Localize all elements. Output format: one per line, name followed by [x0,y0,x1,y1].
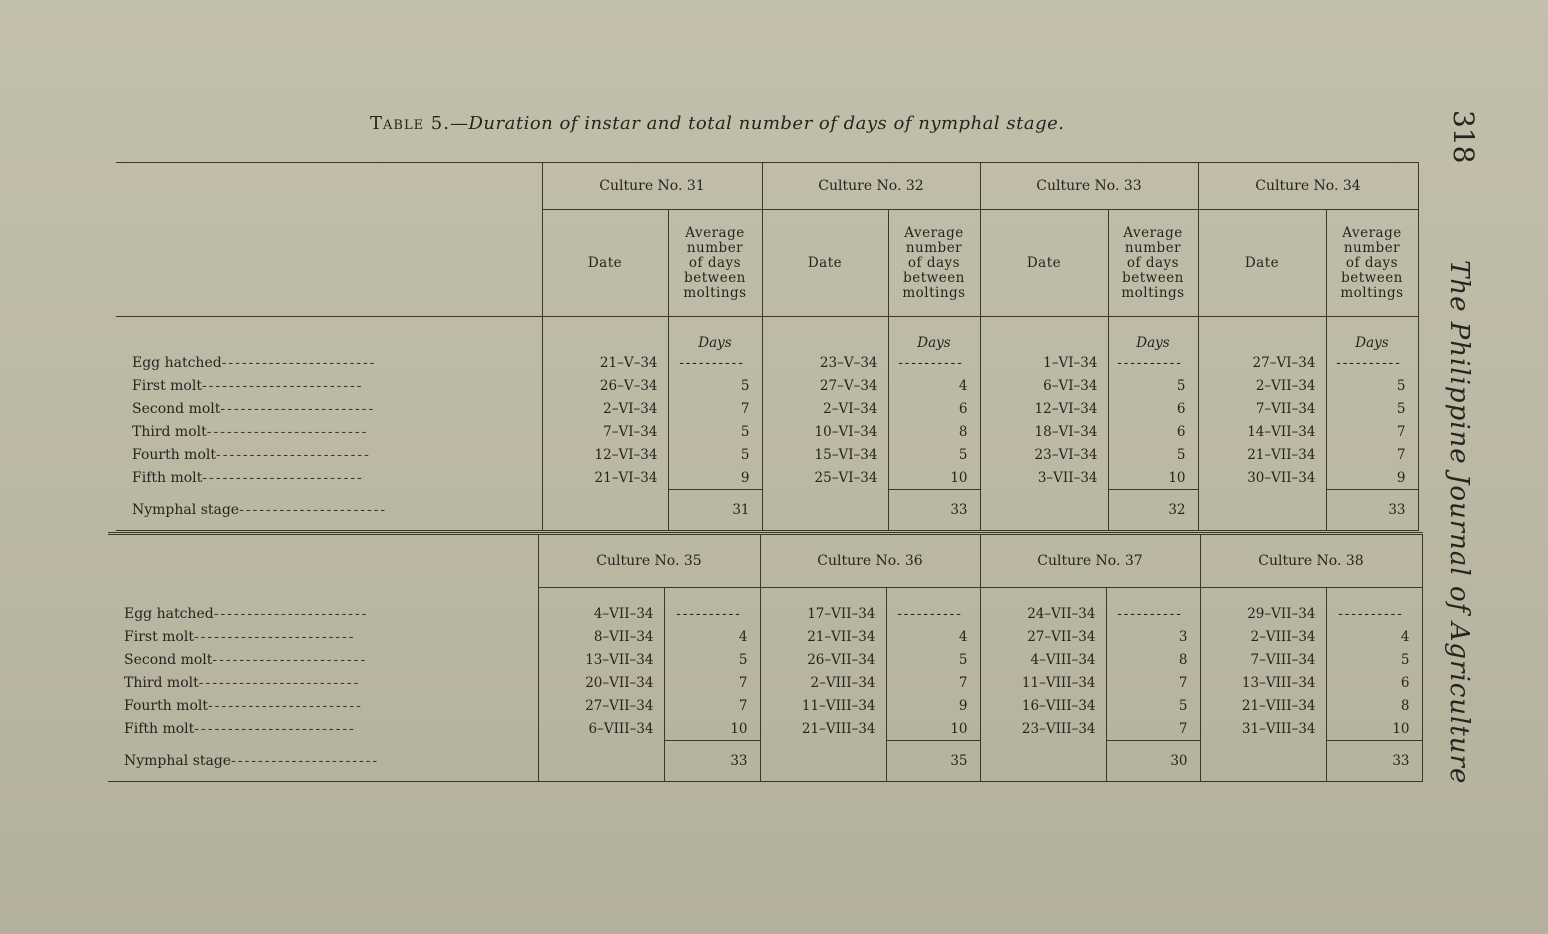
avg-header-line: number [1343,239,1401,256]
date-cell: 26–VII–34 [760,648,886,671]
table-row [116,420,1418,443]
avg-cell: 9 [1326,466,1418,490]
avg-cell: 7 [664,671,760,694]
row-label [116,443,542,466]
total-date-blank [980,741,1106,782]
leader-dots: ----------------------- [221,354,377,371]
avg-cell-dash: ---------- [888,351,980,374]
avg-header-line: Average [1123,224,1183,241]
date-cell: 7–VII–34 [1198,397,1326,420]
avg-header-line: Average [904,224,964,241]
row-label [108,602,538,625]
total-date-blank [760,741,886,782]
avg-header-line: number [686,239,744,256]
culture-header: Culture No. 32 [762,163,980,210]
row-label [108,625,538,648]
culture-header: Culture No. 36 [760,534,980,588]
avg-cell: 10 [1108,466,1198,490]
units-days: Days [1326,317,1418,352]
date-cell: 27–VI–34 [1198,351,1326,374]
avg-cell: 7 [668,397,762,420]
date-cell: 23–V–34 [762,351,888,374]
avg-cell: 5 [888,443,980,466]
avg-cell: 10 [1326,717,1422,741]
table-row [108,602,1422,625]
total-date-blank [1198,490,1326,532]
date-cell: 7–VI–34 [542,420,668,443]
leader-dots: ---------------------- [231,752,380,769]
gap-cell [886,588,980,603]
date-cell: 4–VIII–34 [980,648,1106,671]
date-cell: 21–VIII–34 [1200,694,1326,717]
avg-cell: 9 [886,694,980,717]
avg-header-line: number [1124,239,1182,256]
units-days: Days [668,317,762,352]
total-cell: 33 [1326,741,1422,782]
avg-col-header [1326,210,1418,317]
total-cell: 33 [888,490,980,532]
date-cell: 14–VII–34 [1198,420,1326,443]
table-row [108,717,1422,741]
total-cell: 31 [668,490,762,532]
avg-cell: 8 [888,420,980,443]
row-label-text: Third molt [124,674,199,691]
total-label-text: Nymphal stage [124,752,232,769]
date-cell: 2–VIII–34 [760,671,886,694]
culture-header: Culture No. 38 [1200,534,1422,588]
date-cell: 12–VI–34 [542,443,668,466]
leader-dots: ------------------------ [198,674,361,691]
date-col-header: Date [542,210,668,317]
units-blank [762,317,888,352]
date-cell: 27–VII–34 [538,694,664,717]
table-top [116,162,1419,533]
table-row [108,671,1422,694]
avg-header-line: number [905,239,963,256]
avg-cell: 10 [888,466,980,490]
row-label-text: Fifth molt [132,469,203,486]
date-cell: 26–V–34 [542,374,668,397]
journal-title: The Philippine Journal of Agriculture [1444,260,1474,785]
avg-cell: 5 [1108,443,1198,466]
date-cell: 12–VI–34 [980,397,1108,420]
date-cell: 3–VII–34 [980,466,1108,490]
table-row [116,374,1418,397]
date-col-header: Date [980,210,1108,317]
avg-cell-dash: ---------- [664,602,760,625]
row-label [108,717,538,741]
table-row [108,694,1422,717]
avg-header-line: between [903,269,965,286]
row-label [108,671,538,694]
units-days: Days [888,317,980,352]
leader-dots: ---------------------- [239,501,388,518]
table-row [116,397,1418,420]
date-cell: 13–VIII–34 [1200,671,1326,694]
date-cell: 8–VII–34 [538,625,664,648]
avg-cell: 5 [668,443,762,466]
row-label-text: Egg hatched [124,605,214,622]
avg-header-line: moltings [1340,284,1404,301]
date-cell: 16–VIII–34 [980,694,1106,717]
side-running-head [1432,110,1492,785]
date-cell: 2–VIII–34 [1200,625,1326,648]
caption-dash: — [449,113,469,134]
date-cell: 2–VI–34 [762,397,888,420]
date-cell: 2–VI–34 [542,397,668,420]
leader-dots: ----------------------- [212,651,368,668]
date-cell: 15–VI–34 [762,443,888,466]
avg-header-line: of days [1345,254,1399,271]
avg-header-line: of days [1126,254,1180,271]
total-cell: 33 [1326,490,1418,532]
row-label-text: Second molt [132,400,221,417]
date-cell: 6–VIII–34 [538,717,664,741]
avg-header-line: moltings [1121,284,1185,301]
avg-cell: 4 [664,625,760,648]
culture-header: Culture No. 37 [980,534,1200,588]
avg-cell: 6 [1326,671,1422,694]
avg-cell: 9 [668,466,762,490]
stub-header [108,534,538,588]
date-cell: 25–VI–34 [762,466,888,490]
avg-cell: 5 [664,648,760,671]
avg-cell: 5 [668,374,762,397]
avg-cell: 5 [1326,648,1422,671]
date-cell: 17–VII–34 [760,602,886,625]
row-label-text: First molt [124,628,194,645]
gap-cell [980,588,1106,603]
date-cell: 13–VII–34 [538,648,664,671]
date-cell: 6–VI–34 [980,374,1108,397]
gap-row [108,588,1422,603]
avg-cell: 5 [1106,694,1200,717]
avg-cell: 6 [1108,397,1198,420]
leader-dots: ------------------------ [202,469,364,486]
date-cell: 27–VII–34 [980,625,1106,648]
date-cell: 23–VIII–34 [980,717,1106,741]
gap-cell [538,588,664,603]
row-label [108,648,538,671]
row-label [108,694,538,717]
avg-header-line: of days [688,254,742,271]
leader-dots: ------------------------ [201,377,364,394]
avg-cell: 5 [1326,397,1418,420]
table-row [116,466,1418,490]
date-cell: 1–VI–34 [980,351,1108,374]
avg-cell-dash: ---------- [886,602,980,625]
date-cell: 23–VI–34 [980,443,1108,466]
leader-dots: ----------------------- [208,697,363,714]
row-label-text: Fourth molt [132,446,216,463]
date-cell: 11–VIII–34 [980,671,1106,694]
page-number: 318 [1447,110,1480,164]
row-label-text: Third molt [132,423,207,440]
date-cell: 21–VIII–34 [760,717,886,741]
leader-dots: ------------------------ [193,628,356,645]
avg-cell-dash: ---------- [1108,351,1198,374]
date-cell: 4–VII–34 [538,602,664,625]
culture-header: Culture No. 34 [1198,163,1418,210]
avg-cell: 7 [1106,717,1200,741]
table-row [116,443,1418,466]
total-date-blank [542,490,668,532]
avg-cell: 8 [1106,648,1200,671]
row-label-text: Fourth molt [124,697,208,714]
total-date-blank [980,490,1108,532]
total-cell: 35 [886,741,980,782]
culture-header-row [116,163,1418,210]
date-cell: 31–VIII–34 [1200,717,1326,741]
avg-cell: 5 [668,420,762,443]
date-cell: 21–VII–34 [1198,443,1326,466]
avg-cell: 10 [886,717,980,741]
avg-cell: 4 [888,374,980,397]
leader-dots: ----------------------- [220,400,376,417]
avg-cell-dash: ---------- [1106,602,1200,625]
avg-header-line: between [684,269,746,286]
avg-cell: 10 [664,717,760,741]
units-row [116,317,1418,352]
date-col-header: Date [1198,210,1326,317]
row-label [116,466,542,490]
avg-header-line: moltings [902,284,966,301]
units-blank [1198,317,1326,352]
units-stub [116,317,542,352]
avg-col-header [1108,210,1198,317]
total-date-blank [762,490,888,532]
avg-header-line: between [1122,269,1184,286]
table-row [108,625,1422,648]
culture-header-row [108,534,1422,588]
avg-cell: 7 [664,694,760,717]
row-label [116,420,542,443]
row-label-text: Fifth molt [124,720,195,737]
avg-col-header [668,210,762,317]
table-bottom [108,532,1423,782]
date-cell: 27–V–34 [762,374,888,397]
total-label [116,490,542,532]
avg-cell: 4 [886,625,980,648]
avg-cell: 3 [1106,625,1200,648]
total-label [108,741,538,782]
gap-cell [760,588,886,603]
gap-cell [108,588,538,603]
avg-cell: 7 [886,671,980,694]
date-cell: 10–VI–34 [762,420,888,443]
date-cell: 30–VII–34 [1198,466,1326,490]
avg-cell: 8 [1326,694,1422,717]
date-cell: 21–VI–34 [542,466,668,490]
avg-cell: 5 [1326,374,1418,397]
row-label-text: Egg hatched [132,354,222,371]
avg-cell: 7 [1326,443,1418,466]
date-cell: 11–VIII–34 [760,694,886,717]
table-row [116,351,1418,374]
date-cell: 7–VIII–34 [1200,648,1326,671]
gap-cell [664,588,760,603]
total-cell: 32 [1108,490,1198,532]
avg-cell: 5 [886,648,980,671]
avg-cell: 5 [1108,374,1198,397]
row-label [116,374,542,397]
total-row [116,490,1418,532]
date-cell: 24–VII–34 [980,602,1106,625]
culture-header: Culture No. 31 [542,163,762,210]
table-row [108,648,1422,671]
total-cell: 33 [664,741,760,782]
leader-dots: ----------------------- [216,446,371,463]
avg-header-line: Average [685,224,745,241]
row-label-text: Second molt [124,651,213,668]
leader-dots: ----------------------- [213,605,369,622]
date-cell: 18–VI–34 [980,420,1108,443]
culture-header: Culture No. 35 [538,534,760,588]
gap-cell [1106,588,1200,603]
caption-title: Duration of instar and total number of days of nymphal stage. [468,113,1065,134]
avg-header-line: moltings [683,284,747,301]
avg-cell-dash: ---------- [668,351,762,374]
avg-header-line: between [1341,269,1403,286]
avg-cell: 7 [1106,671,1200,694]
avg-cell-dash: ---------- [1326,602,1422,625]
avg-header-line: of days [907,254,961,271]
total-cell: 30 [1106,741,1200,782]
avg-cell: 6 [888,397,980,420]
date-cell: 29–VII–34 [1200,602,1326,625]
total-date-blank [1200,741,1326,782]
total-row [108,741,1422,782]
avg-col-header [888,210,980,317]
units-blank [980,317,1108,352]
units-days: Days [1108,317,1198,352]
table-caption [370,113,1190,134]
caption-lead: Table 5. [370,113,450,134]
gap-cell [1326,588,1422,603]
avg-cell: 6 [1108,420,1198,443]
gap-cell [1200,588,1326,603]
date-cell: 20–VII–34 [538,671,664,694]
total-label-text: Nymphal stage [132,501,240,518]
row-label [116,351,542,374]
leader-dots: ------------------------ [206,423,369,440]
avg-header-line: Average [1342,224,1402,241]
row-label-text: First molt [132,377,202,394]
units-blank [542,317,668,352]
avg-cell: 7 [1326,420,1418,443]
row-label [116,397,542,420]
date-col-header: Date [762,210,888,317]
avg-cell-dash: ---------- [1326,351,1418,374]
date-cell: 21–V–34 [542,351,668,374]
stub-header [116,163,542,317]
avg-cell: 4 [1326,625,1422,648]
date-cell: 21–VII–34 [760,625,886,648]
culture-header: Culture No. 33 [980,163,1198,210]
leader-dots: ------------------------ [194,720,356,737]
total-date-blank [538,741,664,782]
date-cell: 2–VII–34 [1198,374,1326,397]
